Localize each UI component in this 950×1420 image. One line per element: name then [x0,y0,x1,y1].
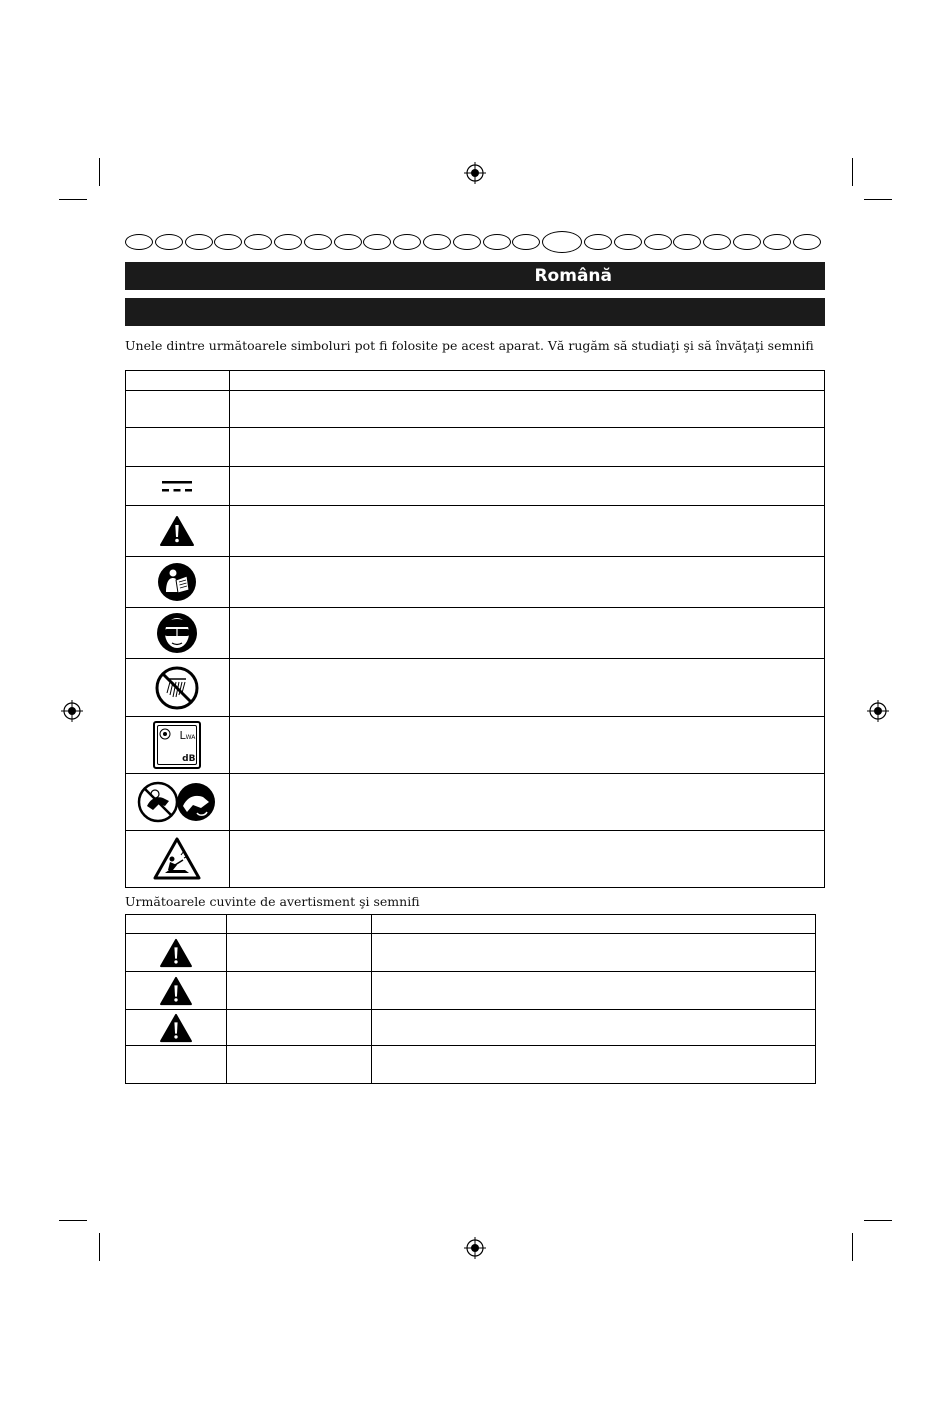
meaning-cell [229,608,824,659]
read-manual-icon [157,562,197,602]
language-tab[interactable] [423,234,451,250]
language-tab[interactable] [673,234,701,250]
language-tab[interactable] [185,234,213,250]
language-tab[interactable] [733,234,761,250]
section-title-bar [125,262,825,290]
table-row [126,972,816,1010]
table-row [126,774,825,831]
registration-mark-icon [867,700,889,722]
table-row [126,506,825,557]
meaning-cell [371,1046,815,1084]
language-tab[interactable] [214,234,242,250]
crop-mark [852,158,853,186]
crop-mark [59,199,87,200]
warning-triangle-icon [159,976,193,1006]
page-title: Română [534,266,612,286]
table-row [126,391,825,428]
symbol-cell [126,972,227,1010]
eye-protection-icon [156,612,198,654]
language-tab[interactable] [393,234,421,250]
language-tab[interactable] [274,234,302,250]
language-tab[interactable] [512,234,540,250]
meaning-cell [229,717,824,774]
direct-current-icon [160,477,194,495]
warning-triangle-icon [159,1013,193,1043]
language-tab[interactable] [363,234,391,250]
language-tab[interactable] [763,234,791,250]
table-row [126,467,825,506]
meaning-cell [229,371,824,391]
sound-label-sub: WA [185,734,196,741]
meaning-cell [229,391,824,428]
table-row [126,557,825,608]
signal-word-cell [226,972,371,1010]
language-tab[interactable] [703,234,731,250]
symbols-table [125,370,825,888]
crop-mark [99,158,100,186]
symbol-cell [126,467,230,506]
language-tab[interactable] [584,234,612,250]
sound-power-icon [153,721,201,769]
symbol-cell [126,608,230,659]
symbol-cell [126,391,230,428]
symbol-cell [126,659,230,717]
language-tab[interactable] [304,234,332,250]
table-row [126,915,816,934]
registration-mark-icon [61,700,83,722]
warning-triangle-icon [159,938,193,968]
language-tab[interactable] [644,234,672,250]
language-tab-active[interactable] [542,231,582,253]
language-tab[interactable] [334,234,362,250]
symbol-cell [126,1010,227,1046]
blade-hazard-icon [153,837,201,881]
table-row [126,428,825,467]
meaning-cell [229,659,824,717]
language-tab[interactable] [614,234,642,250]
symbol-cell [126,831,230,888]
symbols-intro-text: Unele dintre următoarele simboluri pot fi folosite pe acest aparat. Vă rugăm să studiaţi şi să învăţaţi semnifi [125,338,814,353]
table-row [126,1046,816,1084]
table-row [126,659,825,717]
table-row [126,608,825,659]
language-tabs [125,231,825,253]
crop-mark [59,1220,87,1221]
table-row [126,717,825,774]
symbol-cell [126,717,230,774]
language-tab[interactable] [125,234,153,250]
warning-triangle-icon [159,515,195,547]
table-row [126,831,825,888]
meaning-cell [229,506,824,557]
language-tab[interactable] [155,234,183,250]
symbol-cell [126,915,227,934]
language-tab[interactable] [244,234,272,250]
symbol-cell [126,428,230,467]
language-tab[interactable] [483,234,511,250]
crop-mark [864,199,892,200]
symbol-cell [126,1046,227,1084]
symbol-cell [126,934,227,972]
symbol-cell [126,506,230,557]
meaning-cell [229,774,824,831]
signal-word-cell [226,915,371,934]
crop-mark [852,1233,853,1261]
signal-word-cell [226,934,371,972]
language-tab[interactable] [793,234,821,250]
table-row [126,934,816,972]
meaning-cell [229,467,824,506]
meaning-cell [371,1010,815,1046]
meaning-cell [371,972,815,1010]
warnings-table [125,914,816,1084]
sound-label-unit: dB [182,754,196,764]
symbol-cell [126,557,230,608]
no-rain-icon [154,665,200,711]
meaning-cell [229,428,824,467]
signal-word-cell [226,1046,371,1084]
section-subtitle-bar [125,298,825,326]
registration-mark-icon [464,1237,486,1259]
meaning-cell [371,915,815,934]
crop-mark [864,1220,892,1221]
meaning-cell [229,557,824,608]
sound-label-main: L [179,729,186,742]
signal-word-cell [226,1010,371,1046]
table-row [126,1010,816,1046]
symbol-cell [126,371,230,391]
language-tab[interactable] [453,234,481,250]
symbol-cell [126,774,230,831]
warnings-intro-text: Următoarele cuvinte de avertisment şi semnifi [125,894,420,909]
crop-mark [99,1233,100,1261]
registration-mark-icon [464,162,486,184]
no-hand-contact-icon [137,780,217,824]
meaning-cell [229,831,824,888]
meaning-cell [371,934,815,972]
table-row [126,371,825,391]
